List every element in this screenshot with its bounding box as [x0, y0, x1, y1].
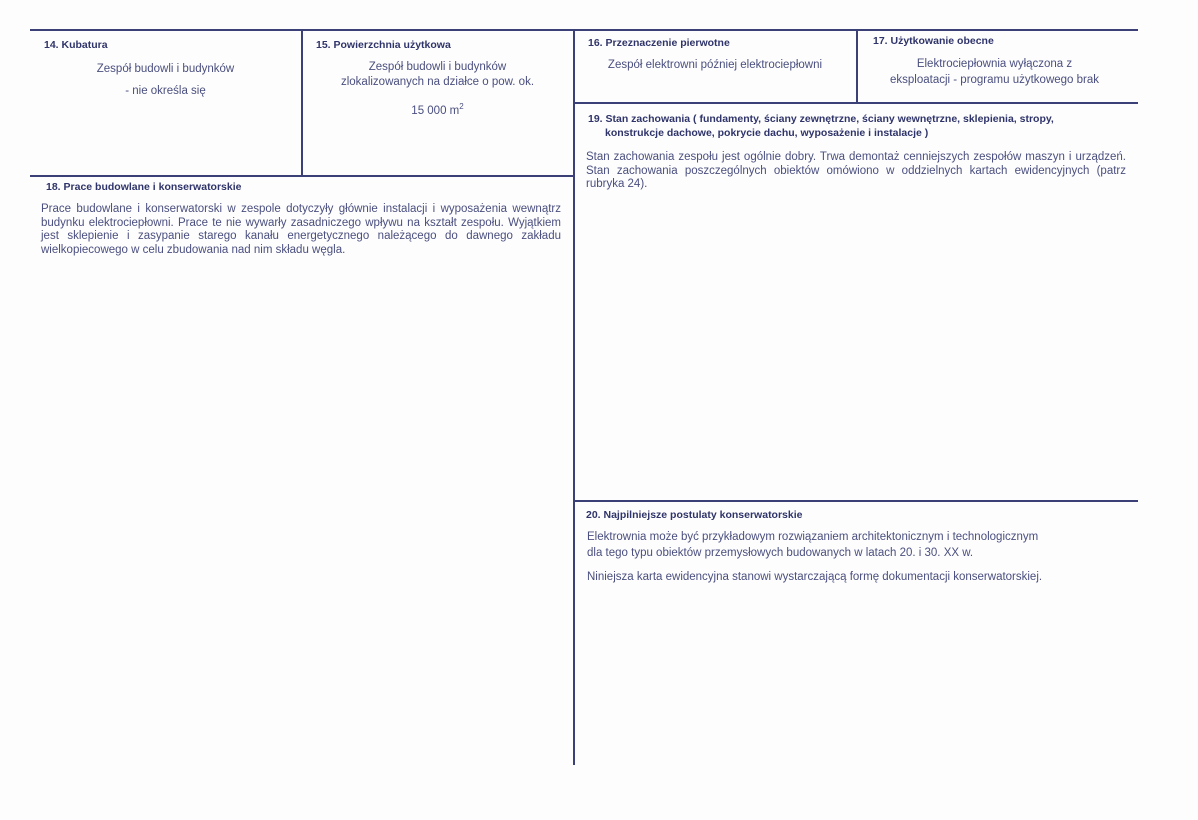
- section-19-state-of-preservation: [574, 103, 1138, 500]
- section-17-line2: eksploatacji - programu użytkowego brak: [889, 74, 1100, 86]
- section-14-line1: Zespół budowli i budynków: [96, 63, 235, 75]
- section-17-title: 17. Użytkowanie obecne: [873, 35, 994, 47]
- section-18-title: 18. Prace budowlane i konserwatorskie: [46, 181, 242, 193]
- section-15-line1: Zespół budowli i budynków: [368, 61, 507, 73]
- section-14-kubatura: [30, 30, 301, 175]
- section-14-line2: - nie określa się: [125, 85, 206, 97]
- section-15-line2: zlokalizowanych na działce o pow. ok.: [340, 76, 535, 88]
- section-18-text: Prace budowlane i konserwatorski w zespole dotyczyły głównie instalacji i wyposażenia wewnątrz budynku elektrociepłowni. Prace te nie wywarły zasadniczego wpływu na kształt zespołu. Wyjątkiem jest sklepienie i zasypanie starego kanału energetycznego należącego do dawnego zakładu wielkopiecowego w celu zbudowania nad nim składu węgla.: [41, 203, 561, 256]
- section-15-area-value: 15 000 m: [411, 104, 460, 117]
- section-20-para1-line1: Elektrownia może być przykładowym rozwiązaniem architektonicznym i technologicznym: [587, 531, 1039, 543]
- section-20-para2: Niniejsza karta ewidencyjna stanowi wystarczającą formę dokumentacji konserwatorskiej.: [587, 571, 1043, 583]
- section-16-original-purpose: [574, 30, 856, 102]
- section-19-title-line2: konstrukcje dachowe, pokrycie dachu, wyposażenie i instalacje ): [605, 127, 929, 139]
- section-15-usable-area: [302, 30, 573, 175]
- section-15-area-unit-sup: 2: [459, 102, 464, 111]
- section-17-current-use: [857, 30, 1138, 102]
- section-20-title: 20. Najpilniejsze postulaty konserwatorskie: [586, 509, 803, 521]
- section-19-text: Stan zachowania zespołu jest ogólnie dobry. Trwa demontaż cenniejszych zespołów maszyn i urządzeń. Stan zachowania poszczególnych obiektów omówiono w oddzielnych kartach ewidencyjnych (patrz rubryka 24).: [586, 151, 1126, 190]
- section-20-conservation-postulates: [574, 501, 1138, 766]
- section-15-area: [302, 100, 573, 118]
- section-16-text: Zespół elektrowni później elektrociepłowni: [607, 59, 823, 71]
- section-16-title: 16. Przeznaczenie pierwotne: [588, 37, 730, 49]
- section-17-line1: Elektrociepłownia wyłączona z: [916, 58, 1073, 70]
- section-20-para1-line2: dla tego typu obiektów przemysłowych budowanych w latach 20. i 30. XX w.: [587, 547, 974, 559]
- section-18-construction-works: [30, 176, 573, 766]
- section-14-title: 14. Kubatura: [44, 39, 108, 51]
- section-19-title-line1: 19. Stan zachowania ( fundamenty, ściany zewnętrzne, ściany wewnętrzne, sklepienia, stropy,: [588, 113, 1054, 125]
- section-15-title: 15. Powierzchnia użytkowa: [316, 39, 451, 51]
